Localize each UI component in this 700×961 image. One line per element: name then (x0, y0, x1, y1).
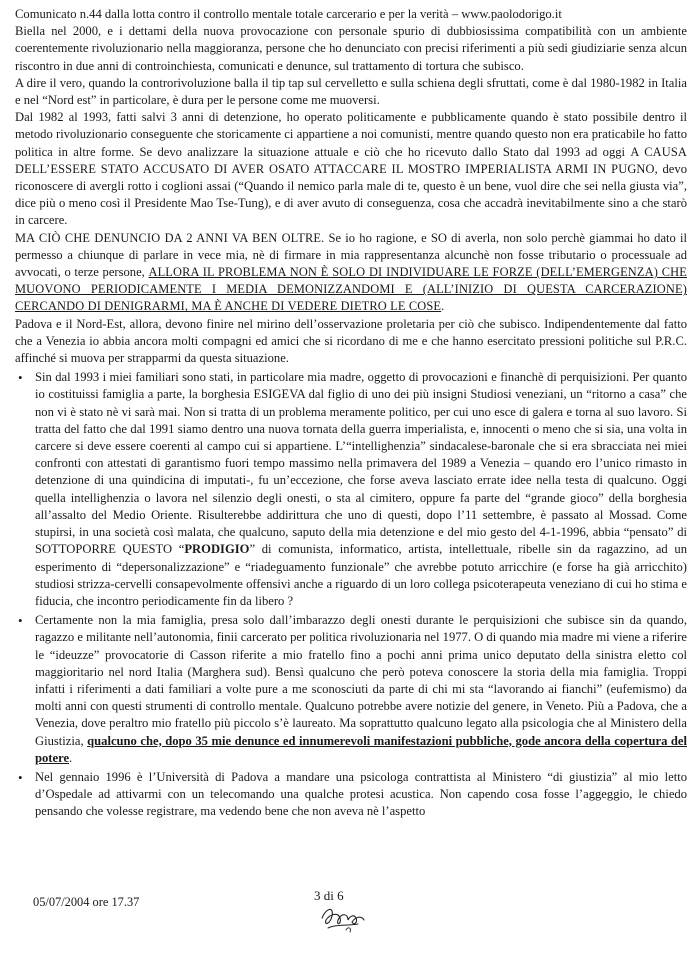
list-item (15, 612, 687, 767)
paragraph-4-caps: MA CIÒ CHE DENUNCIO DA 2 ANNI VA BEN OLTRE. (15, 230, 325, 245)
header-line: Comunicato n.44 dalla lotta contro il controllo mentale totale carcerario e per la verità – www.paolodorigo.it (15, 7, 562, 21)
bullet-1-text-b: ” di comunista, informatico, artista, intellettuale, ribelle sin da ragazzino, ad un esperimento di “depersonalizzazione” e “riadeguamento funzionale” che avrebbe potuto arricchire (e forse ha già arricchito) studiosi strizza-cervelli consapevolmente offensivi anche a riguardo di un loro collega psicoterapeuta veneziano di cui ho stima e fiducia, che incontro periodicamente fin da libero ? (35, 542, 687, 608)
paragraph-4 (15, 230, 687, 316)
bullet-icon: • (18, 370, 23, 386)
paragraph-1: Biella nel 2000, e i dettami della nuova provocazione con personale spurio di dubbiosissima compatibilità con un ambiente coerentemente rivoluzionario nella maggioranza, persone che ho denunciato con precisi riferimenti a più sedi giudiziarie senza alcun riscontro in due anni di controinchiesta, comunicati e denunce, sul trattamento di tortura che subisco. (15, 24, 687, 73)
bullet-2-end: . (69, 750, 73, 765)
paragraph-3-text-a: Dal 1982 al 1993, fatti salvi 3 anni di detenzione, ho operato politicamente e pubblicamente quando è stato possibile dentro il metodo rivoluzionario conseguente che storicamente ci appartiene a noi comunisti, mentre quando questo non era praticabile ho fatto politica in altre forme. Se devo analizzare la situazione attuale e ciò che ho ricevuto dallo Stato dal 1993 ad oggi (15, 110, 687, 159)
bullet-3-text: Nel gennaio 1996 è l’Università di Padova a mandare una psicologa contrattista al Ministero “di giustizia” al mio letto d’Ospedale ad attivarmi con un telecomando una qualche protesi acustica. Non capendo cosa fosse l’aggeggio, le chiedo pensando che volesse registrare, ma vedendo bene che non aveva nè l’aspetto (35, 769, 687, 819)
paragraph-4-underlined: ALLORA IL PROBLEMA NON È SOLO DI INDIVIDUARE LE FORZE (DELL’EMERGENZA) CHE MUOVONO PERIODICAMENTE I MEDIA DEMONIZZANDOMI E (ALL’INIZIO DI QUESTA CARCERAZIONE) CERCANDO DI DENIGRARMI, MA È ANCHE DI VEDERE DIETRO LE COSE (15, 265, 687, 314)
page-number: 3 di 6 (314, 888, 344, 903)
bullet-1-bold: PRODIGIO (184, 542, 250, 557)
footer-date: 05/07/2004 ore 17.37 (33, 895, 140, 909)
bullet-2-underlined-bold: qualcuno che, dopo 35 mie denunce ed innumerevoli manifestazioni pubbliche, gode ancora della copertura del potere (35, 733, 688, 765)
paragraph-3-caps: A CAUSA DELL’ESSERE STATO ACCUSATO DI AVER OSATO ATTACCARE IL MOSTRO IMPERIALISTA ARMI IN PUGNO, (15, 144, 687, 176)
list-item (15, 369, 687, 610)
paragraph-5: Padova e il Nord-Est, allora, devono finire nel mirino dell’osservazione proletaria per ciò che subisco. Indipendentemente dal fatto che a Venezia io abbia ancora molti compagni ed amici che si ricordano di me e che hanno esercitato pressioni politiche sul P.R.C. affinché si muova per strapparmi da questa situazione. (15, 316, 687, 366)
paragraph-3 (15, 109, 687, 229)
paragraph-2: A dire il vero, quando la controrivoluzione balla il tip tap sul cervelletto e sulla schiena degli sfruttati, come è dal 1980-1982 in Italia e nel “Nord est” in particolare, è dura per le persone come me muoversi. (15, 75, 687, 108)
document-body (15, 6, 687, 821)
bullet-icon: • (18, 613, 23, 629)
paragraph-3-text-b: devo riconoscere di avergli rotto i coglioni assai (“Quando il nemico parla male di te, questo è un bene, vuol dire che sei nella giusta via”, dice più o meno così il Presidente Mao Tse-Tung), e di aver avuto di conseguenza, cosa che accadrà inevitabilmente sino a che starò in carcere. (15, 161, 687, 228)
bullet-2-text: Certamente non la mia famiglia, presa solo dall’imbarazzo degli onesti durante le perquisizioni che subisce sin da quando, ragazzo e militante nell’autonomia, finii carcerato per politica rivoluzionaria nel 1977. O di quando mia madre mi viene a riferire le “ideuzze” provocatorie di Casson riferite a mio fratello fino a pochi anni prima unico deputato della sinistra eletto col maggioritario nel nord Italia (Marghera sud). Bensì qualcuno che però poteva conoscere la storia della mia famiglia. Troppi infatti i riferimenti a dati familiari a volte pure a me sconosciuti da parte di chi mi sta “lavorando ai fianchi” (eufemismo) da molti anni con questi strumenti di controllo mentale. Qualcuno potrebbe avere notizie del genere, in Veneto. Più a Padova, che a Venezia, dove peraltro mio fratello più piccolo s’è laureato. Ma soprattutto qualcuno legato alla psicologia che al Ministero della Giustizia, (35, 613, 687, 748)
bullet-icon: • (18, 769, 23, 785)
bullet-list (15, 369, 687, 820)
list-item (15, 769, 687, 821)
signature-icon (318, 896, 368, 936)
bullet-1-text-a: Sin dal 1993 i miei familiari sono stati, in particolare mia madre, oggetto di provocazioni e financhè di perquisizioni. Per quanto io costituissi famiglia a parte, la borghesia ESIGEVA dal figlio di uno dei più insigni Studiosi veneziani, un “ritorno a casa” che non vi è stato nè vi sarà mai. Non si tratta di un problema meramente politico, per cui uno esce di galera e torna al suo lavoro. Si tratta del fatto che dal 1991 siamo dentro una nuova tornata della guerra imperialista, e, innocenti o meno che si sia, una volta in carcere si deve essere coerenti al campo cui si appartiene. L’“intellighenzia” sindacalese-baronale che si era sbracciata nei miei confronti con attestati di garantismo fuori tempo massimo nella primavera del 1989 a Venezia – quando ero l’unico rimasto in detenzione di una quindicina di imputati-, fu un’eccezione, che forse aveva lasciato errate idee nella testa di qualcuno. Oggi quella intellighenzia o lavora nel silenzio degli onesti, o sta al cimitero, oppure fa parte del “grande gioco” della borghesia all’assalto del Medio Oriente. Risulterebbe addirittura che uno di questi, dopo l’11 settembre, è passato al Mossad. Come stupirsi, in una società così malata, che qualcuno, saputo della mia detenzione e del mio gesto del 4-1-1996, abbia “pensato” di SOTTOPORRE QUESTO “ (35, 370, 687, 557)
paragraph-4-end: . (441, 299, 445, 314)
paragraph-4-text: Se io ho ragione, e SO di averla, non solo perchè giammai ho dato il permesso a chiunque di parlare in vece mia, nè di firmare in mia rappresentanza alcunchè non fosse tributario o processuale ad avvocati, o terze persone, (15, 230, 687, 280)
